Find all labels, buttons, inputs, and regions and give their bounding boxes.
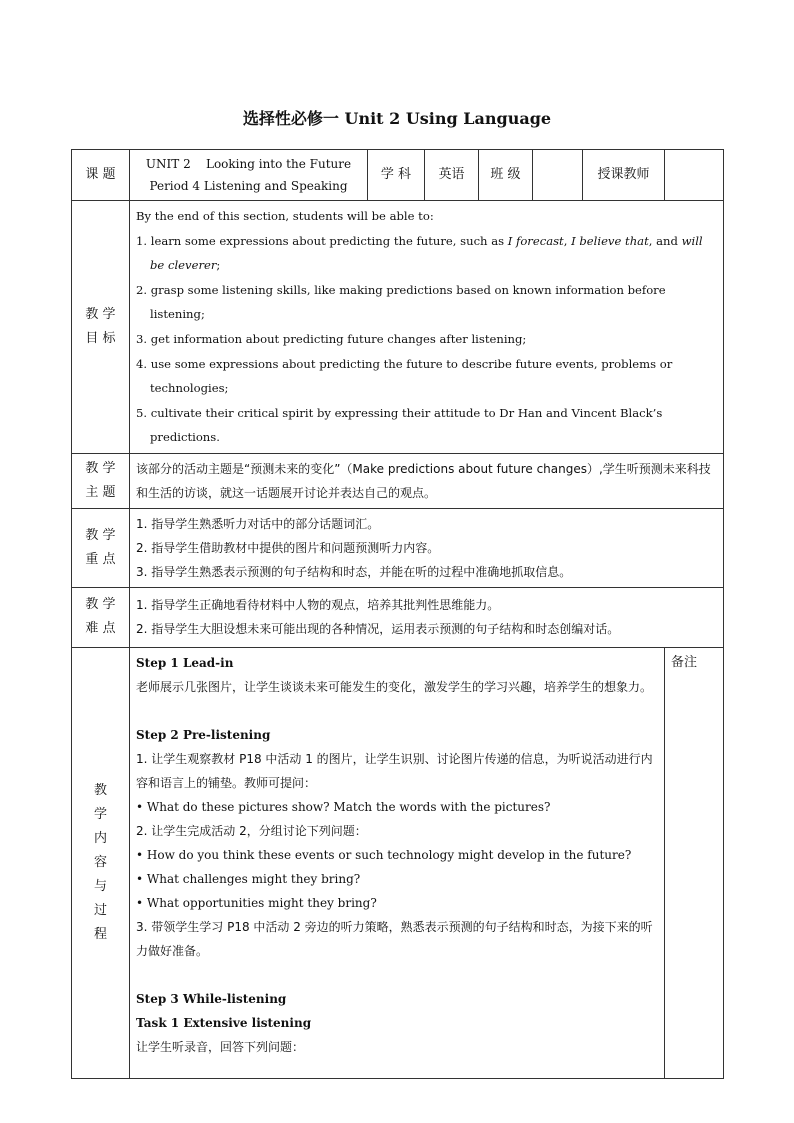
topic-line-1: UNIT 2 Looking into the Future <box>145 157 352 171</box>
teacher-label: 授课教师 <box>583 150 665 201</box>
subject-value: 英语 <box>425 150 479 201</box>
step-2-question-2: • How do you think these events or such technology might develop in the future? <box>136 847 632 862</box>
process-label-char: 程 <box>93 926 107 942</box>
lesson-plan-table <box>71 149 724 1079</box>
difficulties-label-line-2: 难 点 <box>85 621 116 637</box>
step-2-question-3: • What challenges might they bring? <box>136 871 361 886</box>
key-point-item: 2. 指导学生借助教材中提供的图片和问题预测听力内容。 <box>136 540 440 555</box>
objective-1-sep-2: , and <box>648 233 682 248</box>
step-3-title: Step 3 While-listening <box>136 991 287 1006</box>
key-points-content <box>130 508 724 587</box>
key-points-label-line-2: 重 点 <box>85 551 116 567</box>
topic-cell <box>130 150 368 201</box>
difficulties-content <box>130 587 724 647</box>
step-2-question-1: • What do these pictures show? Match the words with the pictures? <box>136 799 551 814</box>
objectives-label <box>72 201 130 454</box>
objective-item-2: 2. grasp some listening skills, like making predictions based on known information before listening; <box>136 282 666 322</box>
topic-line-2: Period 4 Listening and Speaking <box>149 179 348 193</box>
objectives-label-line-1: 教 学 <box>85 306 116 322</box>
difficulty-item: 2. 指导学生大胆设想未来可能出现的各种情况，运用表示预测的句子结构和时态创编对话。 <box>136 622 620 637</box>
notes-column <box>665 647 724 1078</box>
step-2-question-4: • What opportunities might they bring? <box>136 895 377 910</box>
objective-1-prefix: 1. learn some expressions about predicting the future, such as <box>136 233 508 248</box>
step-1-title: Step 1 Lead-in <box>136 655 234 670</box>
step-2-title: Step 2 Pre-listening <box>136 727 271 742</box>
key-points-row <box>72 508 724 587</box>
class-label: 班 级 <box>479 150 533 201</box>
process-label-char: 内 <box>93 830 107 846</box>
objective-1-em-2: I believe that <box>571 233 649 248</box>
step-1-text: 老师展示几张图片，让学生谈谈未来可能发生的变化，激发学生的学习兴趣，培养学生的想象力。 <box>136 679 653 694</box>
objective-item-1 <box>136 229 717 278</box>
step-2-para-3: 3. 带领学生学习 P18 中活动 2 旁边的听力策略，熟悉表示预测的句子结构和时态，为接下来的听力做好准备。 <box>136 919 653 958</box>
objective-item-4: 4. use some expressions about predicting the future to describe future events, problems or technologies; <box>136 356 673 396</box>
task-1-text: 让学生听录音，回答下列问题： <box>136 1039 305 1054</box>
step-2-para-1: 1. 让学生观察教材 P18 中活动 1 的图片，让学生识别、讨论图片传递的信息，为听说活动进行内容和语言上的铺垫。教师可提问： <box>136 751 653 790</box>
objective-1-sep-1: , <box>563 233 572 248</box>
spacer <box>136 699 658 723</box>
objectives-label-line-2: 目 标 <box>85 330 116 346</box>
objective-item-3: 3. get information about predicting future changes after listening; <box>136 331 527 346</box>
objective-item-5: 5. cultivate their critical spirit by expressing their attitude to Dr Han and Vincent Black’s predictions. <box>136 405 663 445</box>
process-label-char: 容 <box>93 854 107 870</box>
topic-label: 课 题 <box>72 150 130 201</box>
difficulties-row <box>72 587 724 647</box>
key-point-item: 3. 指导学生熟悉表示预测的句子结构和时态，并能在听的过程中准确地抓取信息。 <box>136 564 572 579</box>
subject-label: 学 科 <box>368 150 425 201</box>
task-1-title: Task 1 Extensive listening <box>136 1015 312 1030</box>
objective-1-em-1: I forecast <box>507 233 564 248</box>
key-points-label <box>72 508 130 587</box>
theme-label-line-1: 教 学 <box>85 460 116 476</box>
key-point-item: 1. 指导学生熟悉听力对话中的部分话题词汇。 <box>136 516 380 531</box>
objective-1-em-3: will be cleverer <box>150 233 703 273</box>
process-content <box>130 647 665 1078</box>
process-label-char: 教 <box>93 782 107 798</box>
process-label-char: 过 <box>93 902 107 918</box>
theme-label <box>72 453 130 508</box>
difficulty-item: 1. 指导学生正确地看待材料中人物的观点，培养其批判性思维能力。 <box>136 598 500 613</box>
class-value <box>533 150 583 201</box>
difficulties-label-line-1: 教 学 <box>85 597 116 613</box>
teacher-value <box>665 150 724 201</box>
process-label-char: 学 <box>93 806 107 822</box>
theme-row <box>72 453 724 508</box>
step-2-para-2: 2. 让学生完成活动 2，分组讨论下列问题： <box>136 823 367 838</box>
document-title: 选择性必修一 Unit 2 Using Language <box>242 109 552 128</box>
objectives-content <box>130 201 724 454</box>
objectives-row <box>72 201 724 454</box>
header-row <box>72 150 724 201</box>
process-label-char: 与 <box>93 878 107 894</box>
notes-label: 备注 <box>671 654 698 670</box>
process-row <box>72 647 724 1078</box>
theme-label-line-2: 主 题 <box>85 484 116 500</box>
spacer <box>136 963 658 987</box>
theme-content: 该部分的活动主题是“预测未来的变化”（Make predictions about future changes）,学生听预测未来科技和生活的访谈，就这一话题展开讨论并表达自己的观点。 <box>130 453 724 508</box>
objectives-intro: By the end of this section, students will be able to: <box>136 209 434 223</box>
process-label <box>72 647 130 1078</box>
key-points-label-line-1: 教 学 <box>85 527 116 543</box>
objective-1-end: ; <box>216 258 221 273</box>
difficulties-label <box>72 587 130 647</box>
